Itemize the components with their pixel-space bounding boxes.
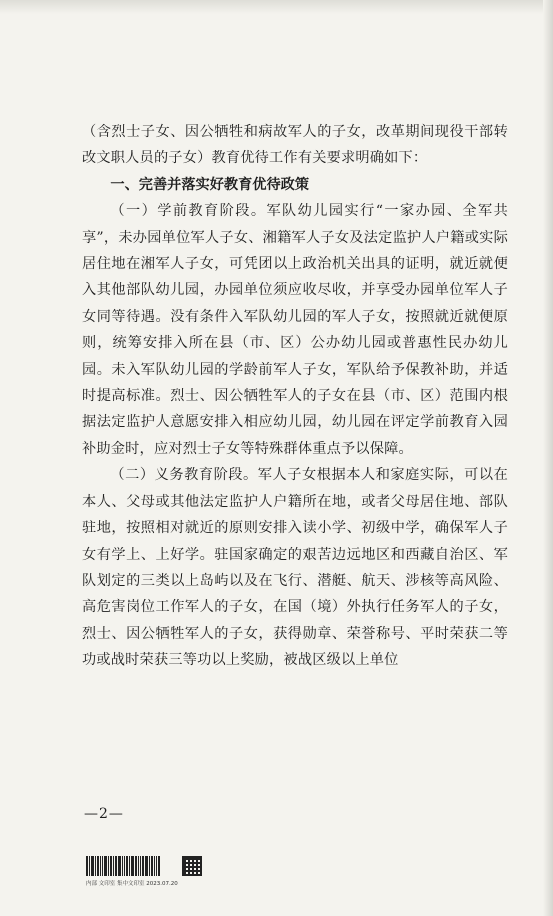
page-top-crease <box>0 0 553 14</box>
barcode-icon <box>86 856 178 876</box>
paragraph-compulsory: （二）义务教育阶段。军人子女根据本人和家庭实际，可以在本人、父母或其他法定监护人户籍所在地，或者父母居住地、部队驻地，按照相对就近的原则安排入读小学、初级中学，确保军人子女有学上、上好学。驻国家确定的艰苦边远地区和西藏自治区、军队划定的三类以上岛屿以及在飞行、潜艇、航天、涉核等高风险、高危害岗位工作军人的子女，在国（境）外执行任务军人的子女，烈士、因公牺牲军人的子女，获得勋章、荣誉称号、平时荣获二等功或战时荣获三等功以上奖励，被战区级以上单位 <box>82 467 508 669</box>
paragraph-intro: （含烈士子女、因公牺牲和病故军人的子女，改革期间现役干部转改文职人员的子女）教育优待工作有关要求明确如下： <box>82 124 508 167</box>
document-body <box>82 119 508 674</box>
qr-code-icon <box>182 856 202 876</box>
page-edge-shadow <box>543 0 553 916</box>
page-number: —2— <box>84 806 124 822</box>
footer-stamp <box>86 856 202 887</box>
section-heading: 一、完善并落实好教育优待政策 <box>110 176 310 193</box>
footer-text: 内部 文印室 集中文印室 2023.07.20 <box>86 881 178 887</box>
paragraph-preschool: （一）学前教育阶段。军队幼儿园实行“一家办园、全军共享”，未办园单位军人子女、湘籍军人子女及法定监护人户籍或实际居住地在湘军人子女，可凭团以上政治机关出具的证明，就近就便入其他部队幼儿园，办园单位须应收尽收，并享受办园单位军人子女同等待遇。没有条件入军队幼儿园的军人子女，按照就近就便原则，统筹安排入所在县（市、区）公办幼儿园或普惠性民办幼儿园。未入军队幼儿园的学龄前军人子女，军队给予保教补助，并适时提高标准。烈士、因公牺牲军人的子女在县（市、区）范围内根据法定监护人意愿安排入相应幼儿园，幼儿园在评定学前教育入园补助金时，应对烈士子女等特殊群体重点予以保障。 <box>82 203 508 457</box>
